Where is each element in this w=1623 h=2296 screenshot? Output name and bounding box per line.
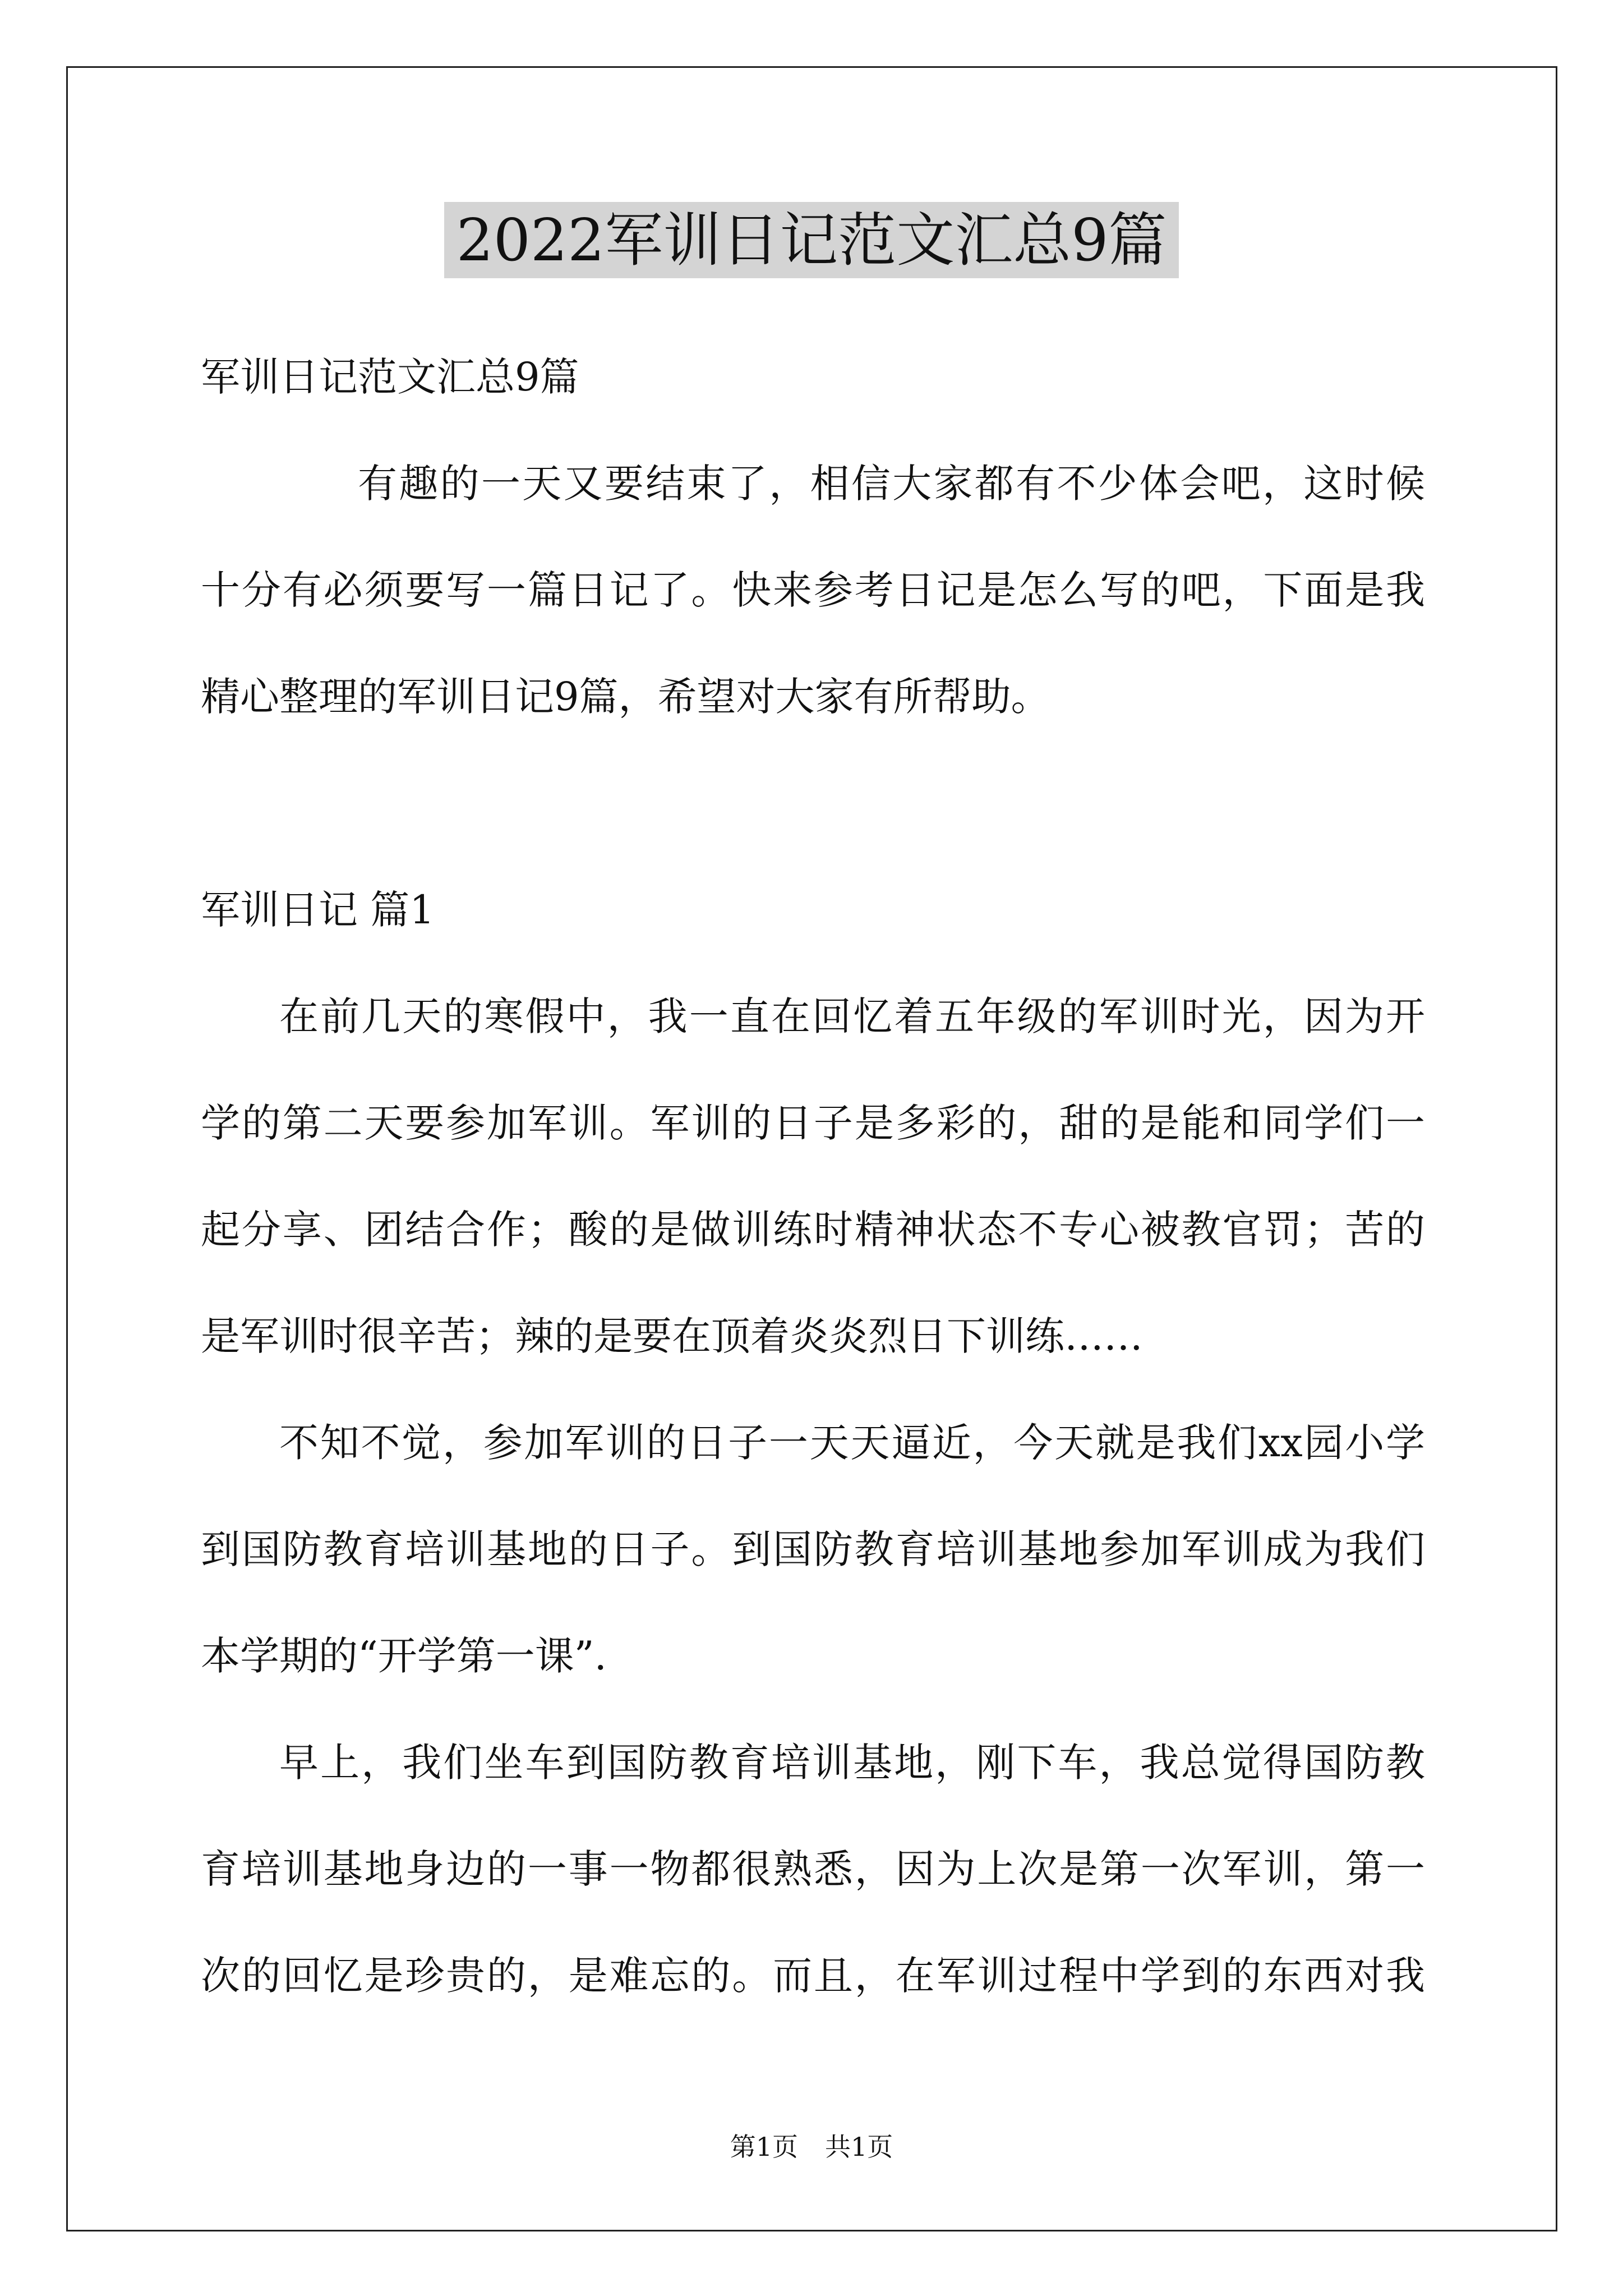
paragraph-line: 早上，我们坐车到国防教育培训基地，刚下车，我总觉得国防教 bbox=[279, 1740, 1425, 1786]
paragraph-line: 次的回忆是珍贵的，是难忘的。而且，在军训过程中学到的东西对我 bbox=[201, 1953, 1425, 1999]
paragraph-line: 学的第二天要参加军训。军训的日子是多彩的，甜的是能和同学们一 bbox=[201, 1100, 1425, 1146]
paragraph-line: 本学期的“开学第一课”. bbox=[201, 1633, 607, 1679]
section-heading: 军训日记 篇1 bbox=[201, 887, 435, 933]
intro-line: 十分有必须要写一篇日记了。快来参考日记是怎么写的吧，下面是我 bbox=[201, 567, 1425, 613]
intro-line: 有趣的一天又要结束了，相信大家都有不少体会吧，这时候 bbox=[358, 461, 1425, 507]
document-body bbox=[201, 324, 1425, 2029]
paragraph-line: 是军训时很辛苦；辣的是要在顶着炎炎烈日下训练…… bbox=[201, 1313, 1143, 1359]
blank-line bbox=[201, 750, 1425, 857]
document-subtitle: 军训日记范文汇总9篇 bbox=[201, 354, 579, 400]
total-pages-label: 共1页 bbox=[825, 2132, 893, 2162]
current-page-label: 第1页 bbox=[730, 2132, 798, 2162]
paragraph-line: 到国防教育培训基地的日子。到国防教育培训基地参加军训成为我们 bbox=[201, 1526, 1425, 1572]
document-title: 2022军训日记范文汇总9篇 bbox=[444, 202, 1179, 278]
paragraph-line: 在前几天的寒假中，我一直在回忆着五年级的军训时光，因为开 bbox=[279, 993, 1425, 1039]
paragraph-line: 起分享、团结合作；酸的是做训练时精神状态不专心被教官罚；苦的 bbox=[201, 1207, 1425, 1253]
intro-line: 精心整理的军训日记9篇，希望对大家有所帮助。 bbox=[201, 674, 1050, 720]
paragraph-line: 育培训基地身边的一事一物都很熟悉，因为上次是第一次军训，第一 bbox=[201, 1846, 1425, 1892]
paragraph-line: 不知不觉，参加军训的日子一天天逼近，今天就是我们xx园小学 bbox=[279, 1420, 1425, 1466]
title-container bbox=[0, 202, 1623, 278]
page-footer bbox=[0, 2130, 1623, 2164]
